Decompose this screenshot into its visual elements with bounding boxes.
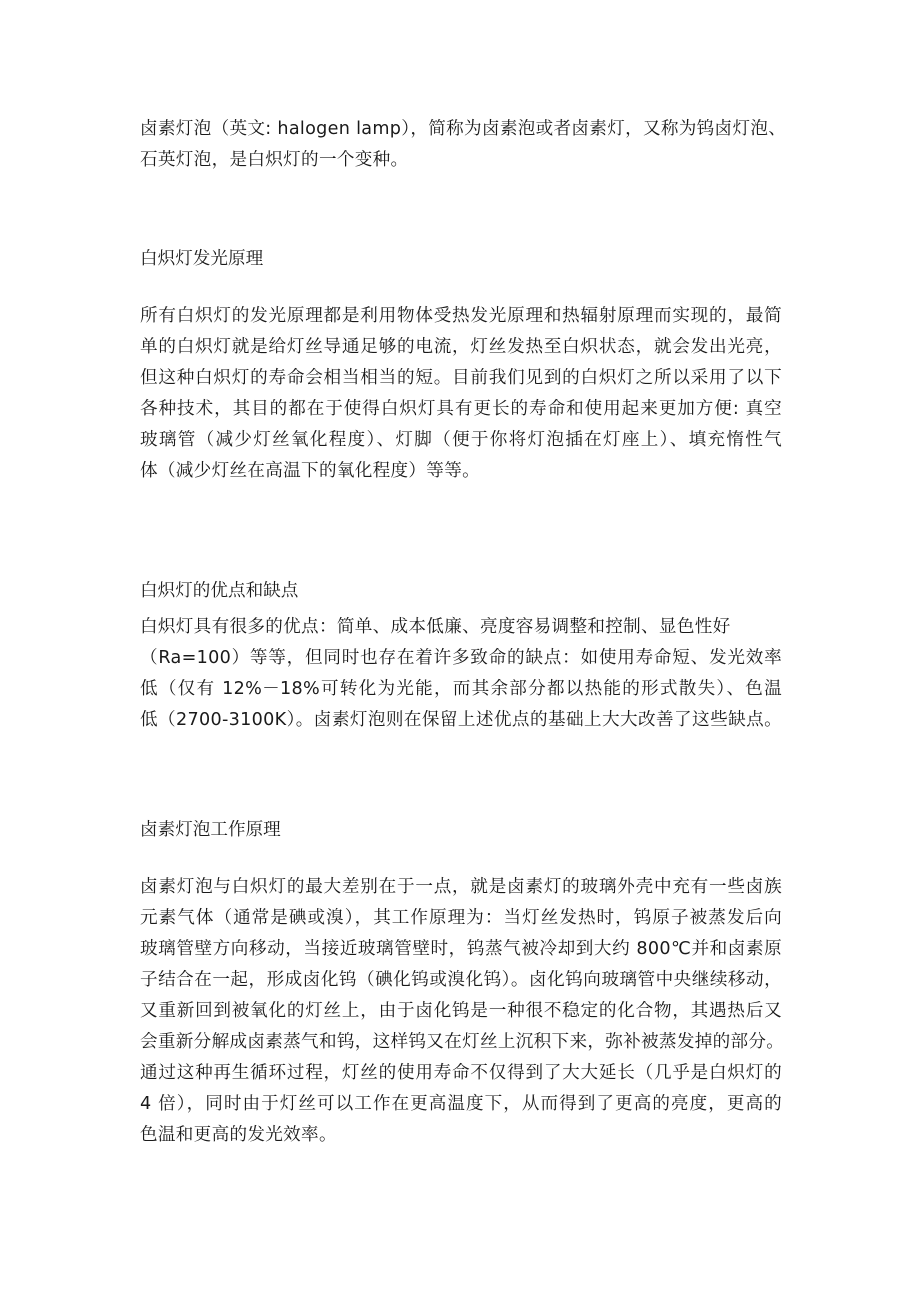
paragraph-line: 会重新分解成卤素蒸气和钨，这样钨又在灯丝上沉积下来，弥补被蒸发掉的部分。	[140, 1032, 785, 1052]
paragraph-line: 但这种白炽灯的寿命会相当相当的短。目前我们见到的白炽灯之所以采用了以下	[140, 368, 782, 388]
paragraph-line: 子结合在一起，形成卤化钨（碘化钨或溴化钨）。卤化钨向玻璃管中央继续移动，	[140, 970, 782, 990]
section-heading-halogen-principle: 卤素灯泡工作原理	[140, 820, 281, 840]
paragraph-line: 体（减少灯丝在高温下的氧化程度）等等。	[140, 461, 480, 481]
paragraph-line: 各种技术，其目的都在于使得白炽灯具有更长的寿命和使用起来更加方便: 真空	[140, 399, 782, 419]
paragraph-line: 低（2700-3100K）。卤素灯泡则在保留上述优点的基础上大大改善了这些缺点。	[140, 710, 782, 730]
halogen-principle-paragraph	[140, 872, 785, 1151]
paragraph-line: 白炽灯具有很多的优点：简单、成本低廉、亮度容易调整和控制、显色性好	[140, 617, 731, 637]
paragraph-line: 单的白炽灯就是给灯丝导通足够的电流，灯丝发热至白炽状态，就会发出光亮，	[140, 337, 782, 357]
pros-cons-paragraph	[140, 612, 782, 736]
intro-line: 石英灯泡，是白炽灯的一个变种。	[140, 150, 409, 170]
incandescent-principle-paragraph	[140, 301, 782, 487]
paragraph-line: （Ra=100）等等，但同时也存在着许多致命的缺点：如使用寿命短、发光效率	[140, 648, 782, 668]
paragraph-line: 又重新回到被氧化的灯丝上，由于卤化钨是一种很不稳定的化合物，其遇热后又	[140, 1001, 782, 1021]
paragraph-line: 低（仅有 12%－18%可转化为光能，而其余部分都以热能的形式散失）、色温	[140, 679, 782, 699]
paragraph-line: 玻璃管壁方向移动，当接近玻璃管壁时，钨蒸气被冷却到大约 800℃并和卤素原	[140, 939, 782, 959]
intro-paragraph	[140, 114, 787, 176]
intro-line: 卤素灯泡（英文: halogen lamp），简称为卤素泡或者卤素灯，又称为钨卤灯泡、	[140, 119, 787, 139]
paragraph-line: 所有白炽灯的发光原理都是利用物体受热发光原理和热辐射原理而实现的，最简	[140, 306, 782, 326]
paragraph-line: 元素气体（通常是碘或溴），其工作原理为：当灯丝发热时，钨原子被蒸发后向	[140, 908, 782, 928]
paragraph-line: 色温和更高的发光效率。	[140, 1125, 337, 1145]
paragraph-line: 4 倍），同时由于灯丝可以工作在更高温度下，从而得到了更高的亮度，更高的	[140, 1094, 782, 1114]
paragraph-line: 卤素灯泡与白炽灯的最大差别在于一点，就是卤素灯的玻璃外壳中充有一些卤族	[140, 877, 782, 897]
paragraph-line: 玻璃管（减少灯丝氧化程度）、灯脚（便于你将灯泡插在灯座上）、填充惰性气	[140, 430, 782, 450]
paragraph-line: 通过这种再生循环过程，灯丝的使用寿命不仅得到了大大延长（几乎是白炽灯的	[140, 1063, 782, 1083]
section-heading-pros-cons: 白炽灯的优点和缺点	[140, 581, 299, 601]
section-heading-incandescent-principle: 白炽灯发光原理	[140, 249, 264, 269]
